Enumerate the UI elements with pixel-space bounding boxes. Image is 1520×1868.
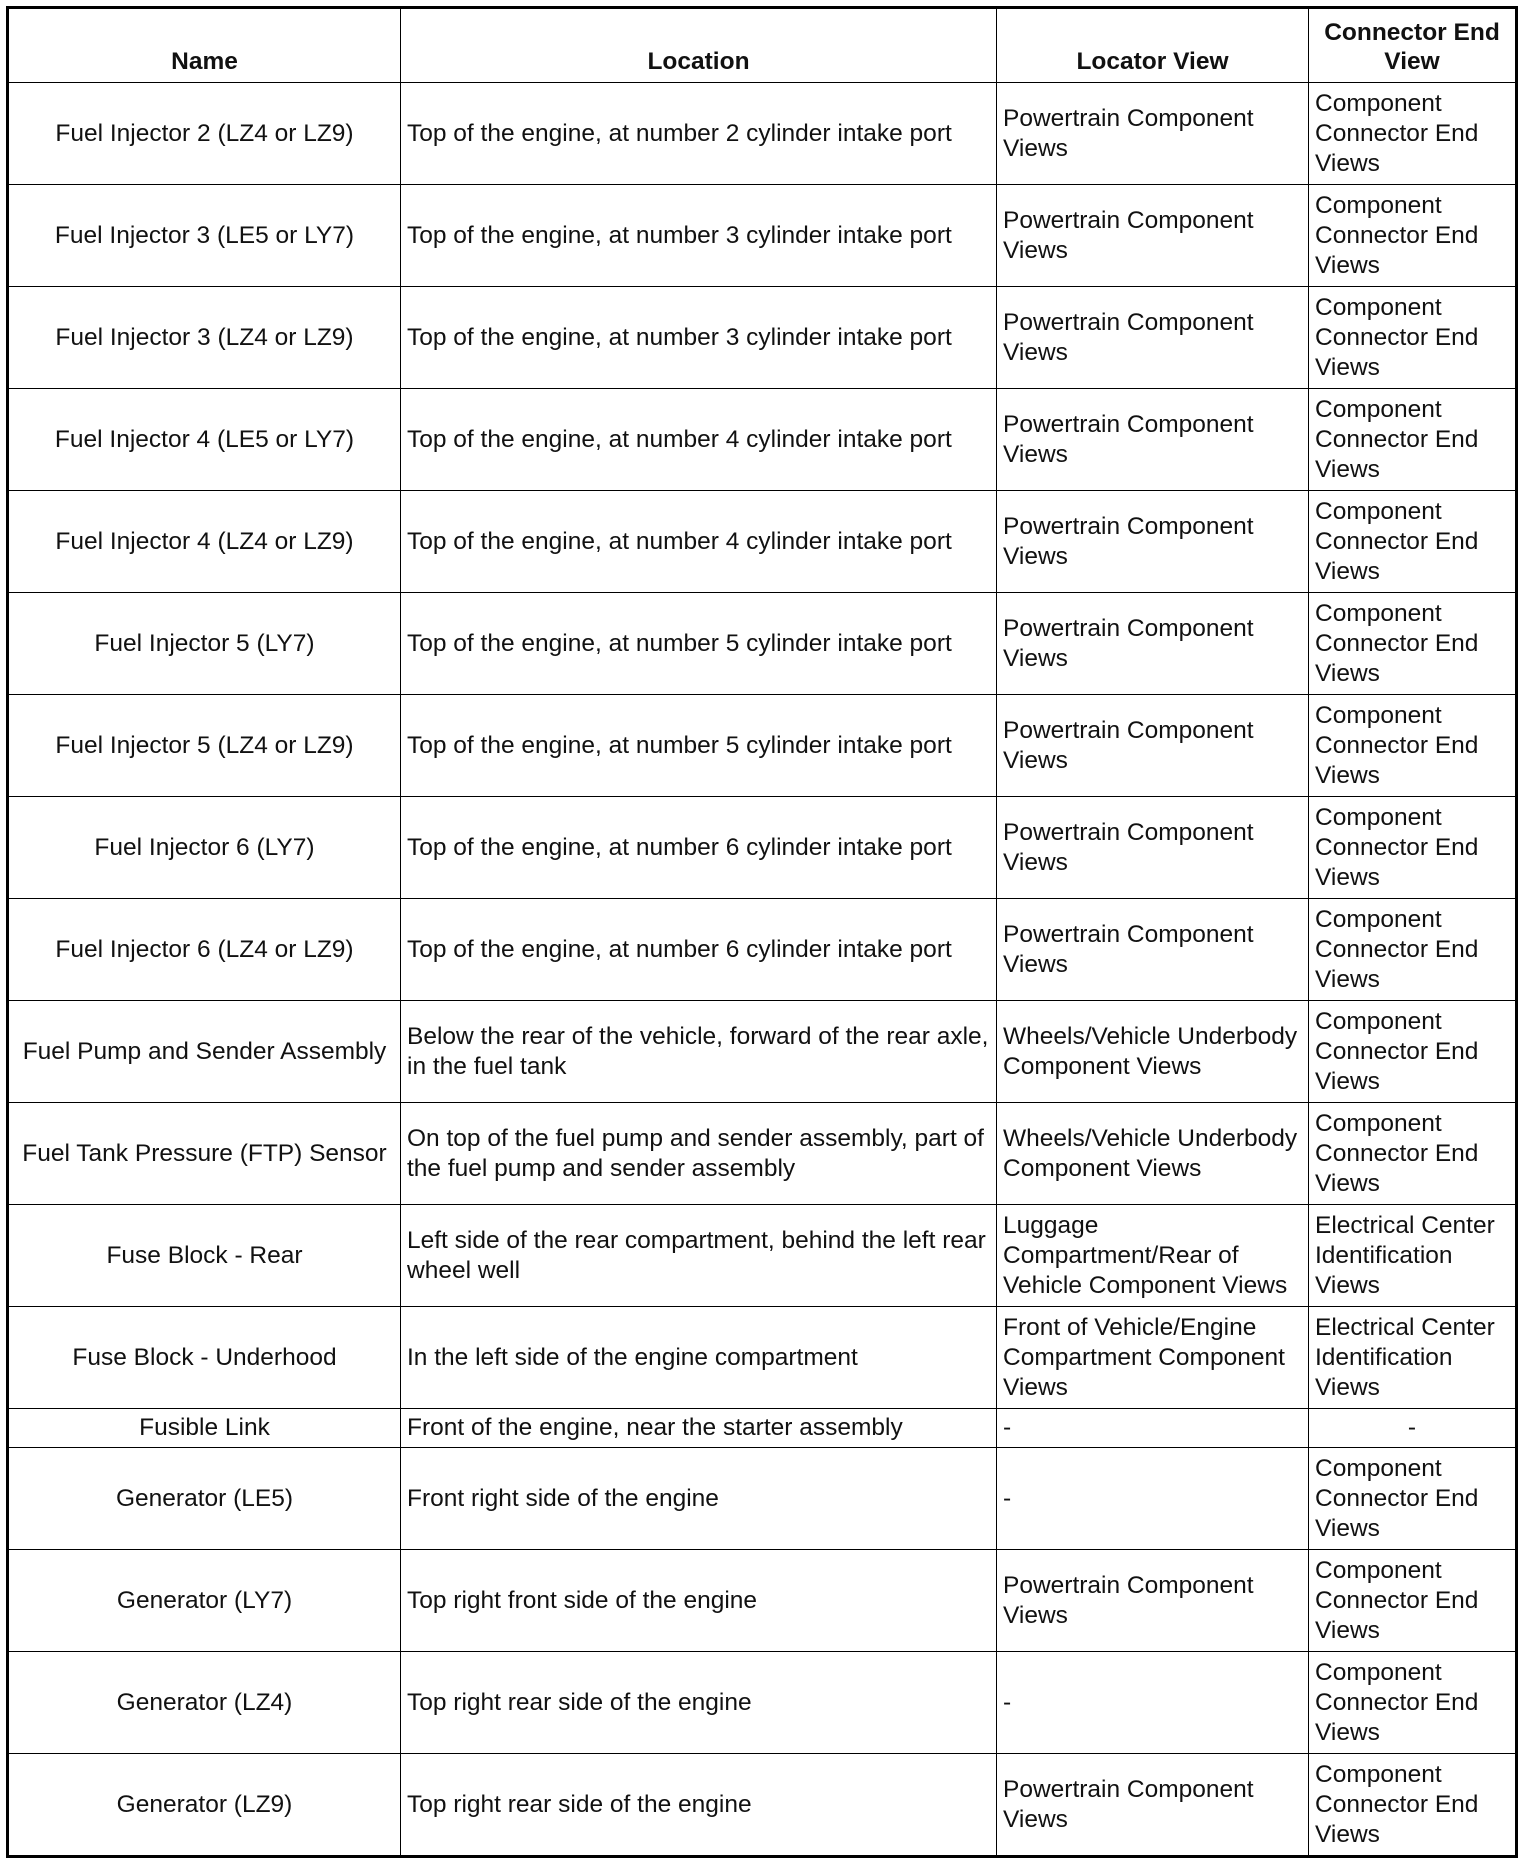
- cell-name: Fuel Injector 2 (LZ4 or LZ9): [8, 83, 401, 185]
- cell-name: Fuel Injector 3 (LZ4 or LZ9): [8, 287, 401, 389]
- cell-locator-view: Wheels/Vehicle Underbody Component Views: [997, 1103, 1309, 1205]
- cell-connector-end-view: Electrical Center Identification Views: [1309, 1307, 1517, 1409]
- cell-connector-end-view: Component Connector End Views: [1309, 287, 1517, 389]
- table-row: [8, 1205, 1517, 1307]
- cell-connector-end-view: Component Connector End Views: [1309, 899, 1517, 1001]
- cell-connector-end-view: Component Connector End Views: [1309, 1754, 1517, 1857]
- cell-locator-view: Luggage Compartment/Rear of Vehicle Component Views: [997, 1205, 1309, 1307]
- cell-locator-view: Powertrain Component Views: [997, 287, 1309, 389]
- cell-location: Top of the engine, at number 4 cylinder intake port: [401, 491, 997, 593]
- cell-locator-view: Powertrain Component Views: [997, 797, 1309, 899]
- table-row: [8, 593, 1517, 695]
- cell-locator-view: Powertrain Component Views: [997, 185, 1309, 287]
- cell-name: Fuel Injector 4 (LE5 or LY7): [8, 389, 401, 491]
- cell-location: Top of the engine, at number 6 cylinder intake port: [401, 899, 997, 1001]
- table-row: [8, 1307, 1517, 1409]
- table-header-row: [8, 8, 1517, 83]
- component-locator-table: [6, 6, 1518, 1858]
- cell-location: Top right rear side of the engine: [401, 1754, 997, 1857]
- cell-connector-end-view: Component Connector End Views: [1309, 185, 1517, 287]
- cell-connector-end-view: Component Connector End Views: [1309, 1103, 1517, 1205]
- cell-connector-end-view: Component Connector End Views: [1309, 695, 1517, 797]
- table-row: [8, 389, 1517, 491]
- cell-locator-view: -: [997, 1652, 1309, 1754]
- cell-connector-end-view: Electrical Center Identification Views: [1309, 1205, 1517, 1307]
- cell-connector-end-view: Component Connector End Views: [1309, 83, 1517, 185]
- cell-name: Fuse Block - Rear: [8, 1205, 401, 1307]
- cell-location: Front of the engine, near the starter assembly: [401, 1409, 997, 1448]
- cell-connector-end-view: Component Connector End Views: [1309, 1001, 1517, 1103]
- cell-locator-view: Powertrain Component Views: [997, 491, 1309, 593]
- table-row: [8, 1103, 1517, 1205]
- cell-location: Top of the engine, at number 3 cylinder intake port: [401, 287, 997, 389]
- cell-name: Fuel Injector 6 (LZ4 or LZ9): [8, 899, 401, 1001]
- cell-connector-end-view: Component Connector End Views: [1309, 797, 1517, 899]
- cell-location: Top right rear side of the engine: [401, 1652, 997, 1754]
- cell-name: Fusible Link: [8, 1409, 401, 1448]
- cell-location: Top of the engine, at number 5 cylinder intake port: [401, 593, 997, 695]
- cell-locator-view: Powertrain Component Views: [997, 389, 1309, 491]
- table-row: [8, 1001, 1517, 1103]
- header-name: Name: [8, 8, 401, 83]
- table-row: [8, 899, 1517, 1001]
- cell-name: Generator (LZ9): [8, 1754, 401, 1857]
- cell-location: Top of the engine, at number 3 cylinder intake port: [401, 185, 997, 287]
- cell-locator-view: Powertrain Component Views: [997, 899, 1309, 1001]
- cell-locator-view: Powertrain Component Views: [997, 593, 1309, 695]
- cell-connector-end-view: Component Connector End Views: [1309, 491, 1517, 593]
- cell-name: Fuel Injector 5 (LY7): [8, 593, 401, 695]
- table-row: [8, 287, 1517, 389]
- cell-name: Fuel Tank Pressure (FTP) Sensor: [8, 1103, 401, 1205]
- cell-locator-view: -: [997, 1448, 1309, 1550]
- cell-name: Fuel Pump and Sender Assembly: [8, 1001, 401, 1103]
- table-row: [8, 1652, 1517, 1754]
- cell-locator-view: Powertrain Component Views: [997, 1550, 1309, 1652]
- table-row: [8, 695, 1517, 797]
- cell-locator-view: Wheels/Vehicle Underbody Component Views: [997, 1001, 1309, 1103]
- cell-locator-view: Powertrain Component Views: [997, 1754, 1309, 1857]
- table-row: [8, 491, 1517, 593]
- cell-location: On top of the fuel pump and sender assembly, part of the fuel pump and sender assembly: [401, 1103, 997, 1205]
- cell-location: Top right front side of the engine: [401, 1550, 997, 1652]
- table-row: [8, 1448, 1517, 1550]
- header-locator-view: Locator View: [997, 8, 1309, 83]
- cell-name: Fuel Injector 6 (LY7): [8, 797, 401, 899]
- table-row: [8, 1409, 1517, 1448]
- cell-location: Top of the engine, at number 6 cylinder intake port: [401, 797, 997, 899]
- table-row: [8, 1754, 1517, 1857]
- cell-connector-end-view: Component Connector End Views: [1309, 1652, 1517, 1754]
- cell-connector-end-view: Component Connector End Views: [1309, 1550, 1517, 1652]
- header-connector-end-view: Connector End View: [1309, 8, 1517, 83]
- cell-location: Front right side of the engine: [401, 1448, 997, 1550]
- header-location: Location: [401, 8, 997, 83]
- cell-connector-end-view: Component Connector End Views: [1309, 593, 1517, 695]
- cell-name: Fuel Injector 5 (LZ4 or LZ9): [8, 695, 401, 797]
- cell-name: Generator (LZ4): [8, 1652, 401, 1754]
- cell-name: Fuse Block - Underhood: [8, 1307, 401, 1409]
- cell-name: Generator (LE5): [8, 1448, 401, 1550]
- cell-connector-end-view: -: [1309, 1409, 1517, 1448]
- cell-location: Top of the engine, at number 4 cylinder intake port: [401, 389, 997, 491]
- table-row: [8, 1550, 1517, 1652]
- cell-location: Left side of the rear compartment, behind the left rear wheel well: [401, 1205, 997, 1307]
- table-row: [8, 185, 1517, 287]
- cell-location: Below the rear of the vehicle, forward of the rear axle, in the fuel tank: [401, 1001, 997, 1103]
- cell-name: Fuel Injector 4 (LZ4 or LZ9): [8, 491, 401, 593]
- cell-locator-view: Powertrain Component Views: [997, 83, 1309, 185]
- cell-name: Generator (LY7): [8, 1550, 401, 1652]
- cell-locator-view: -: [997, 1409, 1309, 1448]
- cell-locator-view: Front of Vehicle/Engine Compartment Component Views: [997, 1307, 1309, 1409]
- cell-connector-end-view: Component Connector End Views: [1309, 389, 1517, 491]
- table-row: [8, 797, 1517, 899]
- cell-name: Fuel Injector 3 (LE5 or LY7): [8, 185, 401, 287]
- cell-locator-view: Powertrain Component Views: [997, 695, 1309, 797]
- cell-location: Top of the engine, at number 5 cylinder intake port: [401, 695, 997, 797]
- cell-connector-end-view: Component Connector End Views: [1309, 1448, 1517, 1550]
- table-row: [8, 83, 1517, 185]
- cell-location: Top of the engine, at number 2 cylinder intake port: [401, 83, 997, 185]
- cell-location: In the left side of the engine compartment: [401, 1307, 997, 1409]
